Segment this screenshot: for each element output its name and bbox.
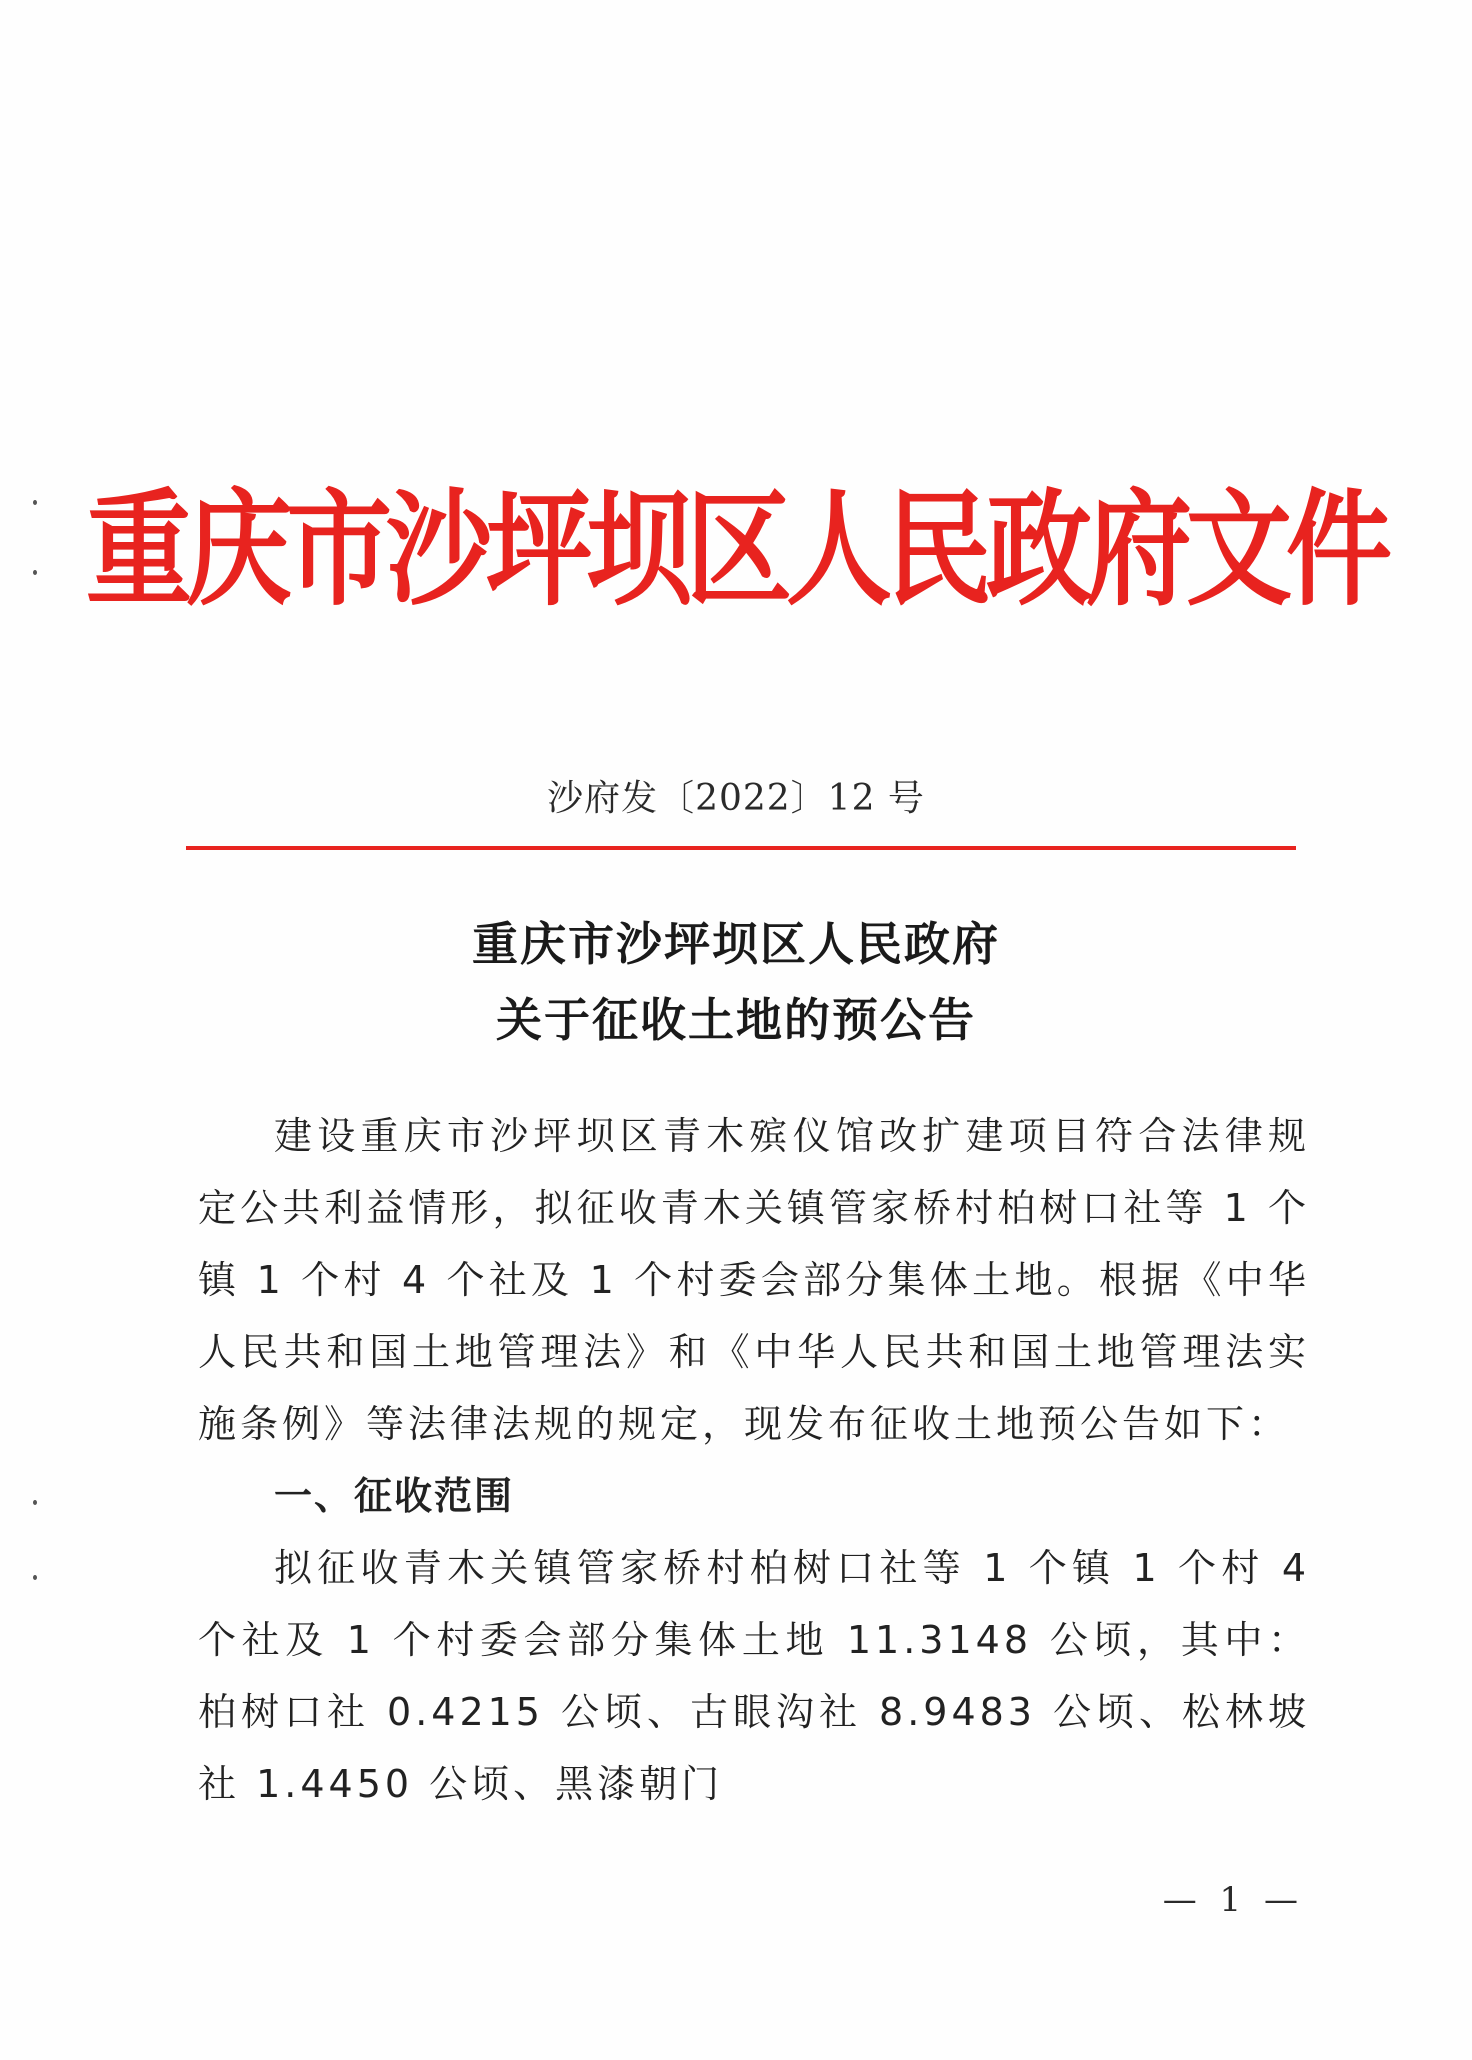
section-scope-paragraph: 拟征收青木关镇管家桥村柏树口社等 1 个镇 1 个村 4 个社及 1 个村委会部分集体土地 11.3148 公顷，其中：柏树口社 0.4215 公顷、古眼沟社 8.9483 公顷、松林坡社 1.4450 公顷、黑漆朝门 xyxy=(198,1546,1310,1806)
red-separator-line xyxy=(186,846,1296,850)
scan-speck xyxy=(33,1575,37,1580)
document-masthead: 重庆市沙坪坝区人民政府文件 xyxy=(86,477,1386,623)
document-number: 沙府发〔2022〕12 号 xyxy=(547,778,925,819)
page-number: — 1 — xyxy=(1162,1880,1304,1920)
notice-body xyxy=(198,1100,1310,1820)
section-heading-scope: 一、征收范围 xyxy=(274,1474,515,1518)
intro-paragraph: 建设重庆市沙坪坝区青木殡仪馆改扩建项目符合法律规定公共利益情形，拟征收青木关镇管家桥村柏树口社等 1 个镇 1 个村 4 个社及 1 个村委会部分集体土地。根据《中华人民共和国土地管理法》和《中华人民共和国土地管理法实施条例》等法律法规的规定，现发布征收土地预公告如下： xyxy=(198,1114,1310,1446)
notice-title-line2: 关于征收土地的预公告 xyxy=(496,993,976,1047)
notice-title-line1: 重庆市沙坪坝区人民政府 xyxy=(472,917,1000,971)
scan-speck xyxy=(33,1500,37,1505)
